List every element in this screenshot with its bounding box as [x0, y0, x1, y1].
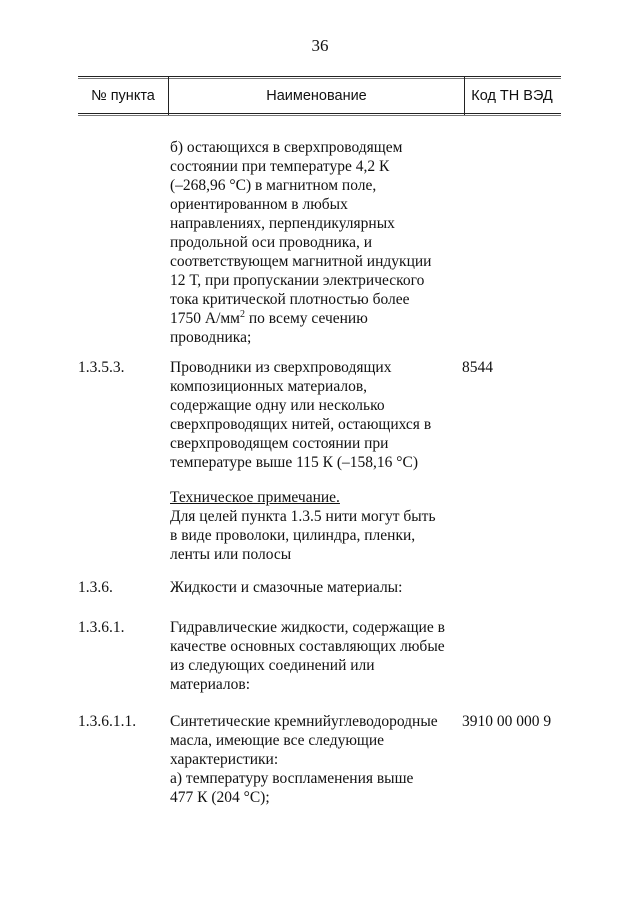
text-line: проводника; — [170, 329, 252, 346]
text-line: (–268,96 °С) в магнитном поле, — [170, 177, 377, 194]
text-line: Гидравлические жидкости, содержащие в — [170, 619, 445, 636]
item-text — [170, 358, 455, 472]
text-line: б) остающихся в сверхпроводящем — [170, 139, 403, 156]
superscript: 2 — [240, 308, 245, 320]
text-line: масла, имеющие все следующие — [170, 732, 385, 749]
text-line: композиционных материалов, — [170, 378, 368, 395]
item-code: 3910 00 000 9 — [462, 713, 552, 730]
continuation-text — [170, 138, 455, 347]
text-line: 12 Т, при пропускании электрического — [170, 272, 425, 289]
header-bottom-rule-2 — [78, 115, 561, 116]
item-number: 1.3.6.1. — [78, 619, 125, 636]
text-line: из следующих соединений или — [170, 657, 375, 674]
text-line: соответствующем магнитной индукции — [170, 253, 432, 270]
text-line: температуре выше 115 К (–158,16 °С) — [170, 454, 418, 471]
page-number: 36 — [311, 36, 329, 55]
text-line: качестве основных составляющих любые — [170, 638, 445, 655]
text-line: состоянии при температуре 4,2 К — [170, 158, 390, 175]
table-header — [78, 76, 561, 116]
text-line: Для целей пункта 1.3.5 нити могут быть — [170, 508, 436, 525]
text-line: содержащие одну или несколько — [170, 397, 385, 414]
text-line: продольной оси проводника, и — [170, 234, 372, 251]
text-line: 477 К (204 °С); — [170, 789, 270, 806]
item-text — [170, 578, 455, 597]
text-line: Жидкости и смазочные материалы: — [170, 579, 403, 596]
text-line: сверхпроводящем состоянии при — [170, 435, 389, 452]
note-title: Техническое примечание. — [170, 489, 340, 506]
text-line: в виде проволоки, цилиндра, пленки, — [170, 527, 416, 544]
text-line: направлениях, перпендикулярных — [170, 215, 395, 232]
item-number: 1.3.5.3. — [78, 359, 125, 376]
text-line: ориентированном в любых — [170, 196, 348, 213]
note-text — [170, 488, 455, 564]
text-line: Синтетические кремнийуглеводородные — [170, 713, 438, 730]
text-line: а) температуру воспламенения выше — [170, 770, 414, 787]
text-line: материалов: — [170, 676, 251, 693]
text-line: сверхпроводящих нитей, остающихся в — [170, 416, 432, 433]
header-col-code: Код ТН ВЭД — [471, 88, 553, 104]
text-line: характеристики: — [170, 751, 279, 768]
header-bottom-rule — [78, 113, 561, 114]
text-line: ленты или полосы — [170, 546, 292, 563]
item-number: 1.3.6. — [78, 579, 113, 596]
item-code: 8544 — [462, 359, 493, 376]
text-line — [170, 309, 455, 328]
header-col-name: Наименование — [168, 76, 465, 116]
item-number: 1.3.6.1.1. — [78, 713, 137, 730]
header-col-number: № пункта — [91, 88, 155, 104]
item-text — [170, 618, 455, 694]
text-line: тока критической плотностью более — [170, 291, 410, 308]
text-fragment: 1750 А/мм — [170, 310, 240, 327]
text-fragment: по всему сечению — [245, 310, 368, 327]
item-text — [170, 712, 455, 807]
text-line: Проводники из сверхпроводящих — [170, 359, 392, 376]
